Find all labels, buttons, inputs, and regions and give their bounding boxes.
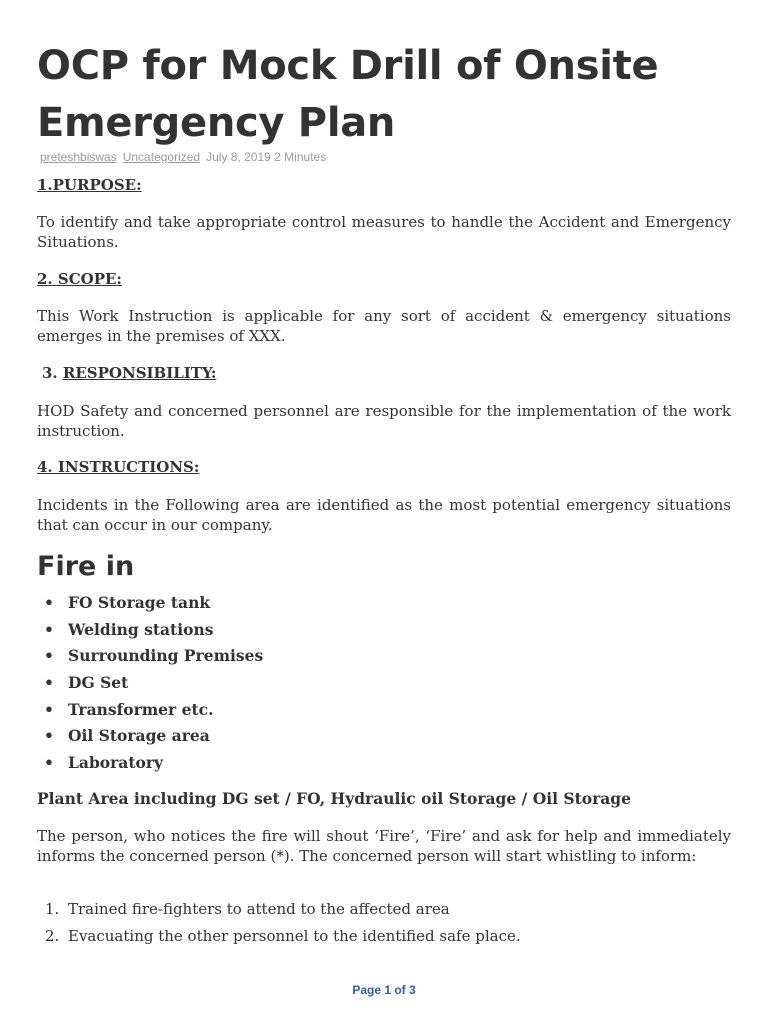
read-time: 2 Minutes (274, 150, 327, 164)
list-item (37, 750, 263, 777)
responsibility-heading-text: RESPONSIBILITY: (62, 364, 217, 382)
step-number: 1. (45, 900, 60, 918)
fire-locations-list (37, 590, 263, 777)
article-title: OCP for Mock Drill of Onsite Emergency Plan (37, 43, 659, 146)
list-item-label: Evacuating the other personnel to the identified safe place. (68, 927, 521, 945)
step-number: 2. (45, 927, 60, 945)
plant-area-heading: Plant Area including DG set / FO, Hydraulic oil Storage / Oil Storage (37, 789, 631, 808)
category-link[interactable]: Uncategorized (122, 150, 201, 164)
instructions-text: Incidents in the Following area are identified as the most potential emergency situations that can occur in our company. (37, 496, 731, 534)
bullet-icon: • (44, 593, 54, 612)
list-item-label: DG Set (68, 673, 129, 693)
procedure-text: The person, who notices the fire will shout ‘Fire’, ‘Fire’ and ask for help and immediately informs the concerned person (*). The concerned person will start whistling to inform: (37, 827, 731, 865)
responsibility-text: HOD Safety and concerned personnel are responsible for the implementation of the work instruction. (37, 402, 731, 440)
responsibility-number: 3. (42, 364, 58, 382)
list-item (37, 643, 263, 670)
list-item (37, 670, 263, 697)
list-item-label: Trained fire-fighters to attend to the affected area (68, 900, 450, 918)
post-date: July 8, 2019 (206, 150, 271, 164)
list-item-label: Oil Storage area (68, 726, 210, 746)
bullet-icon: • (44, 673, 54, 693)
fire-heading: Fire in (37, 551, 135, 582)
bullet-icon: • (44, 753, 54, 773)
scope-heading: 2. SCOPE: (37, 270, 122, 288)
list-item-label: Laboratory (68, 753, 163, 773)
post-meta (40, 150, 326, 164)
purpose-text: To identify and take appropriate control measures to handle the Accident and Emergency Situations. (37, 213, 731, 251)
list-item-label: FO Storage tank (68, 593, 211, 612)
bullet-icon: • (44, 699, 54, 719)
list-item (37, 923, 521, 950)
bullet-icon: • (44, 726, 54, 746)
list-item-label: Welding stations (68, 619, 214, 639)
instructions-heading: 4. INSTRUCTIONS: (37, 458, 200, 476)
list-item-label: Surrounding Premises (68, 646, 264, 666)
list-item (37, 617, 263, 644)
list-item (37, 723, 263, 750)
list-item-label: Transformer etc. (68, 699, 214, 719)
bullet-icon: • (44, 646, 54, 666)
bullet-icon: • (44, 619, 54, 639)
scope-text: This Work Instruction is applicable for any sort of accident & emergency situations emerges in the premises of XXX. (37, 307, 731, 345)
list-item (37, 896, 521, 923)
author-link[interactable]: preteshbiswas (40, 150, 117, 164)
list-item (37, 697, 263, 724)
list-item (37, 590, 263, 617)
purpose-heading: 1.PURPOSE: (37, 176, 142, 194)
responsibility-heading (42, 364, 216, 382)
page-indicator: Page 1 of 3 (352, 983, 416, 997)
procedure-steps-list (37, 896, 521, 950)
